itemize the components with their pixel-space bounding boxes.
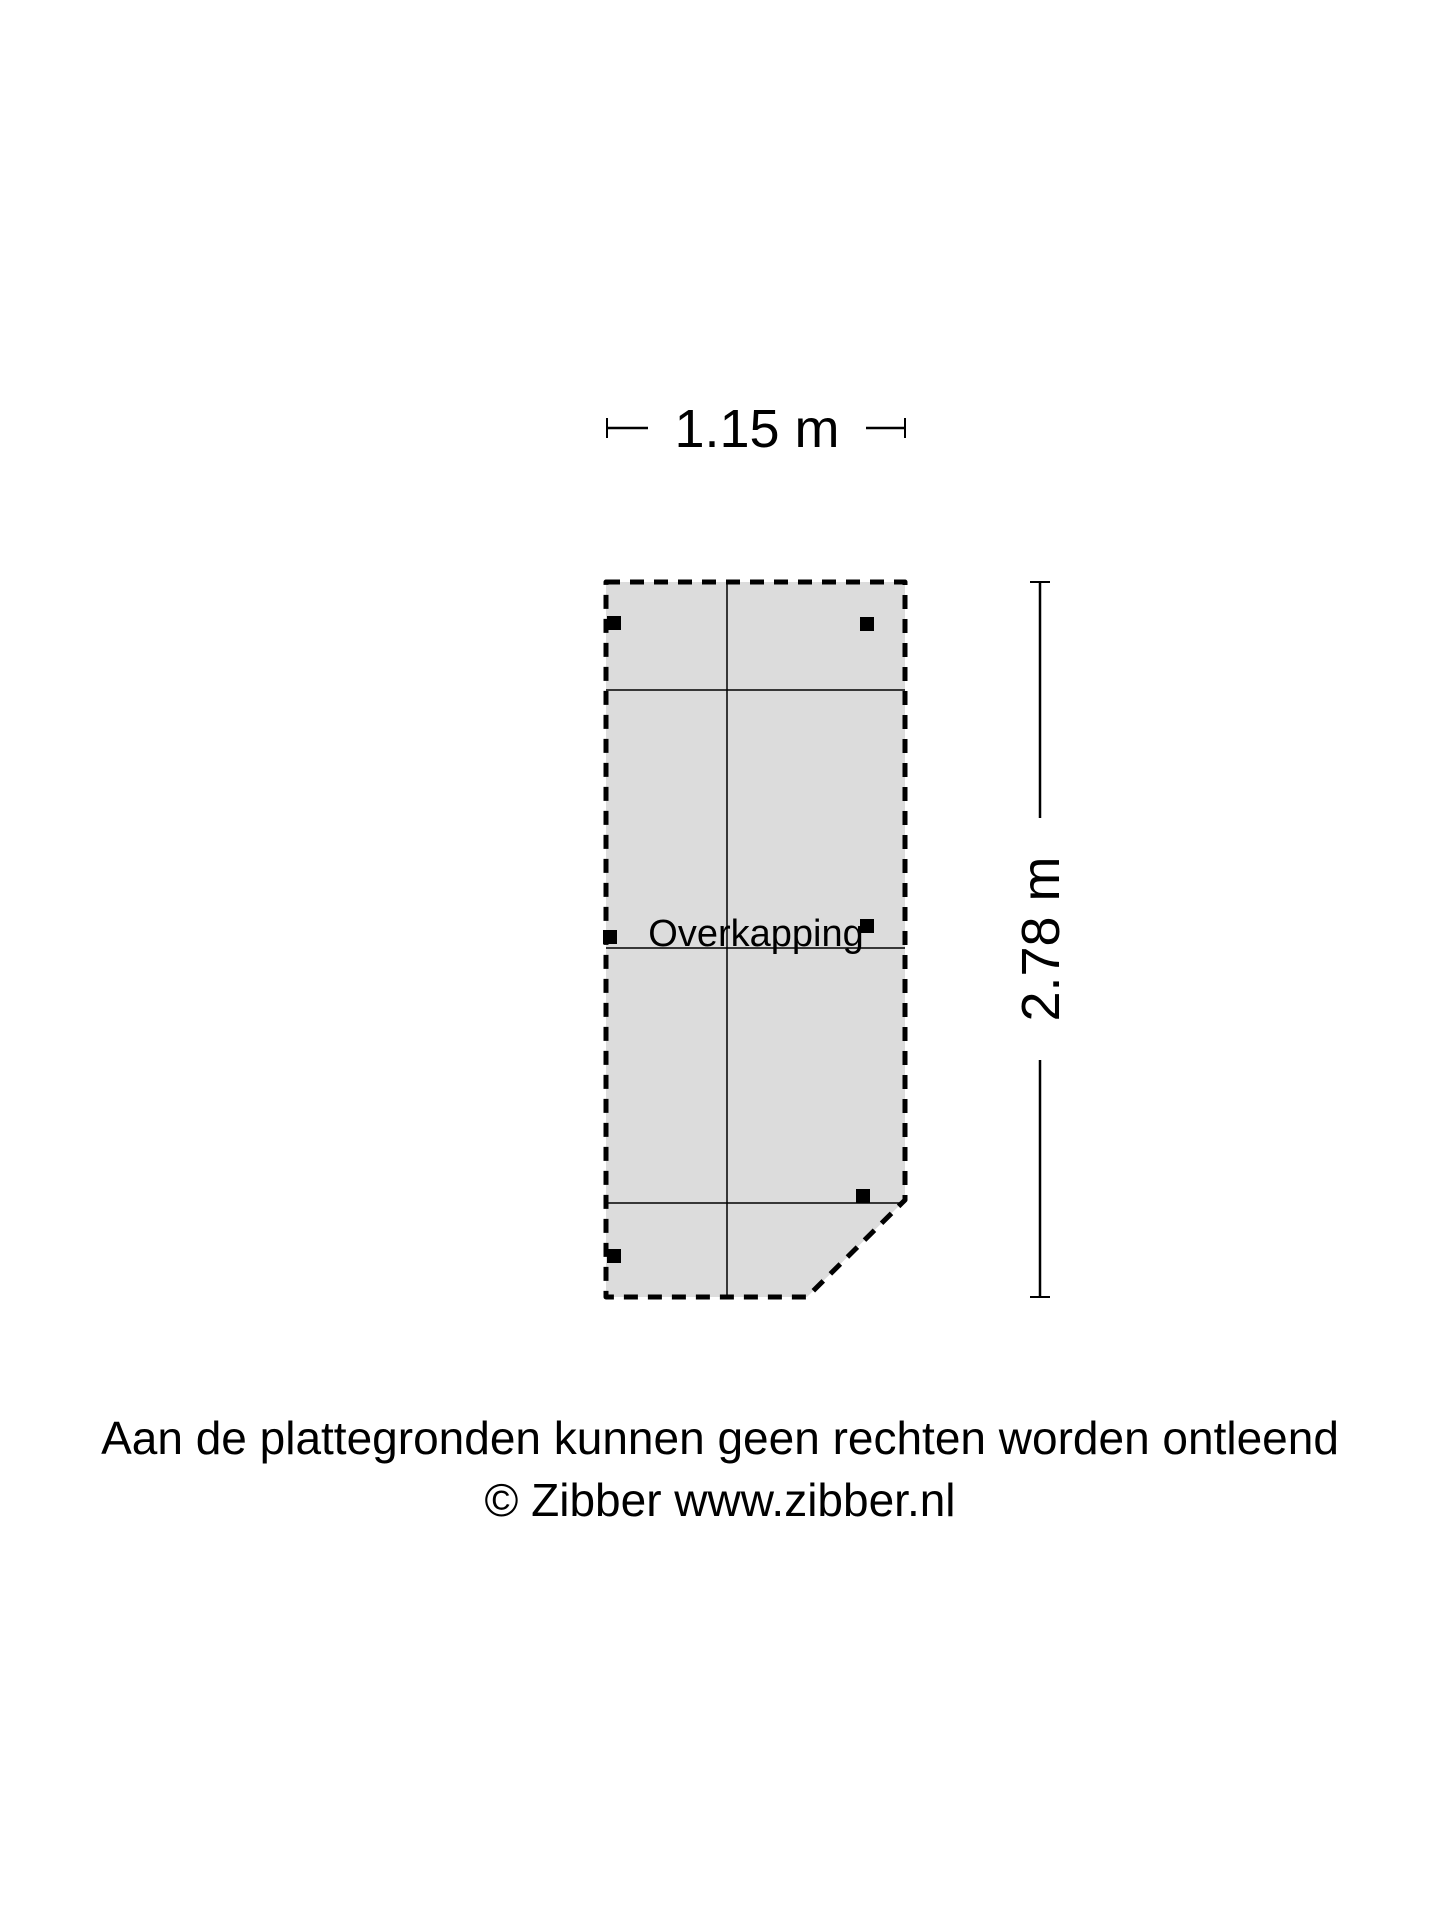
post-marker [607, 1249, 621, 1263]
room-label: Overkapping [648, 913, 864, 955]
copyright-text: © Zibber www.zibber.nl [484, 1474, 956, 1526]
height-dimension [1011, 582, 1071, 1297]
room-overkapping [603, 582, 905, 1297]
disclaimer-text: Aan de plattegronden kunnen geen rechten worden ontleend [101, 1412, 1339, 1464]
post-marker [856, 1189, 870, 1203]
height-dimension-label: 2.78 m [1011, 856, 1071, 1022]
width-dimension [607, 399, 905, 459]
post-marker [603, 930, 617, 944]
post-marker [607, 616, 621, 630]
post-marker [860, 617, 874, 631]
width-dimension-label: 1.15 m [674, 399, 840, 459]
